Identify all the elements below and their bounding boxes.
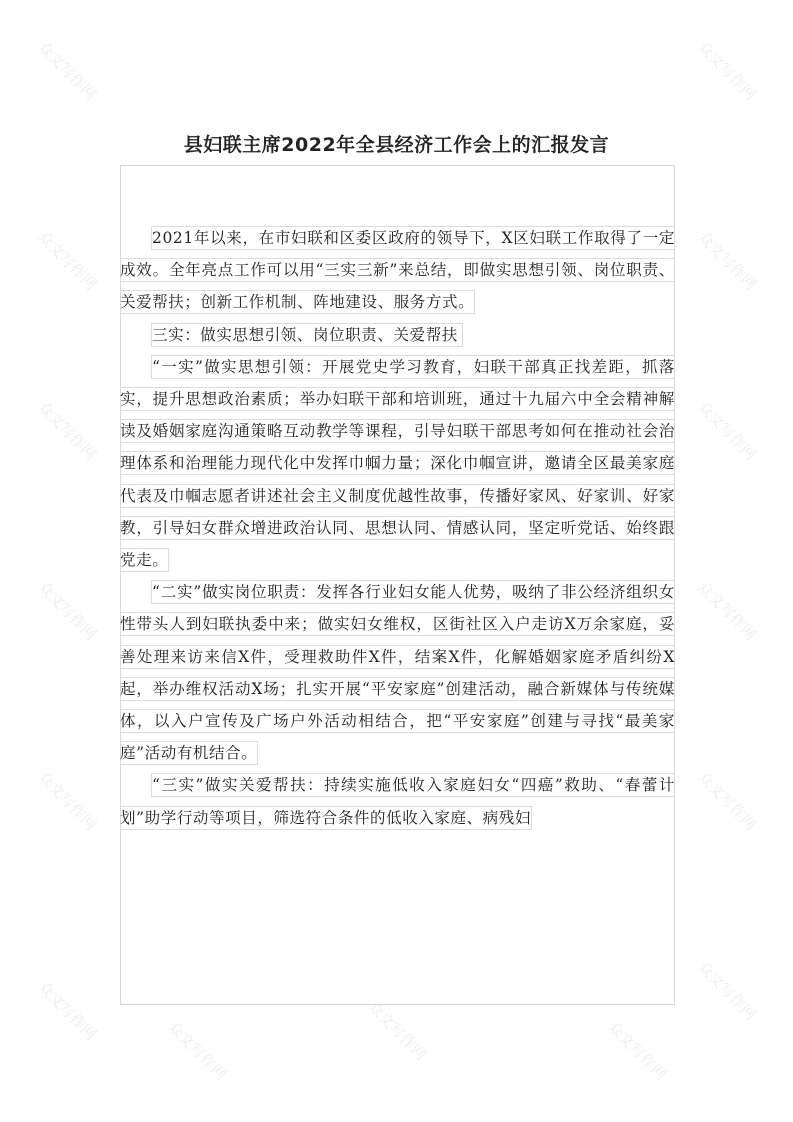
paragraph-first-practice <box>120 351 675 576</box>
paragraph-text: 2021年以来，在市妇联和区委区政府的领导下，X区妇联工作取得了一定成效。全年亮点工作可以用“三实三新”来总结，即做实思想引领、岗位职责、关爱帮扶；创新工作机制、阵地建设、服务方式。 <box>120 226 675 314</box>
watermark-text: 众文写作网 <box>34 577 101 644</box>
paragraph-text: “三实”做实关爱帮扶：持续实施低收入家庭妇女“四癌”救助、“春蕾计划”助学行动等项目，筛选符合条件的低收入家庭、病残妇 <box>120 773 675 829</box>
watermark-text: 众文写作网 <box>34 767 101 834</box>
paragraph-text: “一实”做实思想引领：开展党史学习教育，妇联干部真正找差距，抓落实，提升思想政治素质；举办妇联干部和培训班，通过十九届六中全会精神解读及婚姻家庭沟通策略互动教学等课程，引导妇联干部思考如何在推动社会治理体系和治理能力现代化中发挥巾帼力量；深化巾帼宣讲，邀请全区最美家庭代表及巾帼志愿者讲述社会主义制度优越性故事，传播好家风、好家训、好家教，引导妇女群众增进政治认同、思想认同、情感认同，坚定听党话、始终跟党走。 <box>120 355 675 572</box>
watermark-text: 众文写作网 <box>694 767 761 834</box>
watermark-text: 众文写作网 <box>164 1017 231 1084</box>
paragraph-second-practice <box>120 576 675 769</box>
watermark-text: 众文写作网 <box>694 37 761 104</box>
watermark-text: 众文写作网 <box>364 997 431 1064</box>
document-title: 县妇联主席2022年全县经济工作会上的汇报发言 <box>183 134 610 156</box>
watermark-text: 众文写作网 <box>694 397 761 464</box>
document-body <box>120 222 675 834</box>
watermark-text: 众文写作网 <box>694 227 761 294</box>
paragraph-third-practice <box>120 769 675 833</box>
section-heading <box>120 319 675 351</box>
watermark-text: 众文写作网 <box>604 1017 671 1084</box>
watermark-text: 众文写作网 <box>34 37 101 104</box>
heading-text: 三实：做实思想引领、岗位职责、关爱帮扶 <box>151 323 463 347</box>
watermark-text: 众文写作网 <box>34 397 101 464</box>
watermark-text: 众文写作网 <box>34 977 101 1044</box>
paragraph-intro <box>120 222 675 319</box>
watermark-text: 众文写作网 <box>694 577 761 644</box>
paragraph-text: “二实”做实岗位职责：发挥各行业妇女能人优势，吸纳了非公经济组织女性带头人到妇联执委中来；做实妇女维权，区街社区入户走访X万余家庭，妥善处理来访来信X件，受理救助件X件，结案X件，化解婚姻家庭矛盾纠纷X起，举办维权活动X场；扎实开展“平安家庭”创建活动，融合新媒体与传统媒体，以入户宣传及广场户外活动相结合，把“平安家庭”创建与寻找“最美家庭”活动有机结合。 <box>120 580 675 765</box>
watermark-text: 众文写作网 <box>694 957 761 1024</box>
watermark-text: 众文写作网 <box>34 227 101 294</box>
